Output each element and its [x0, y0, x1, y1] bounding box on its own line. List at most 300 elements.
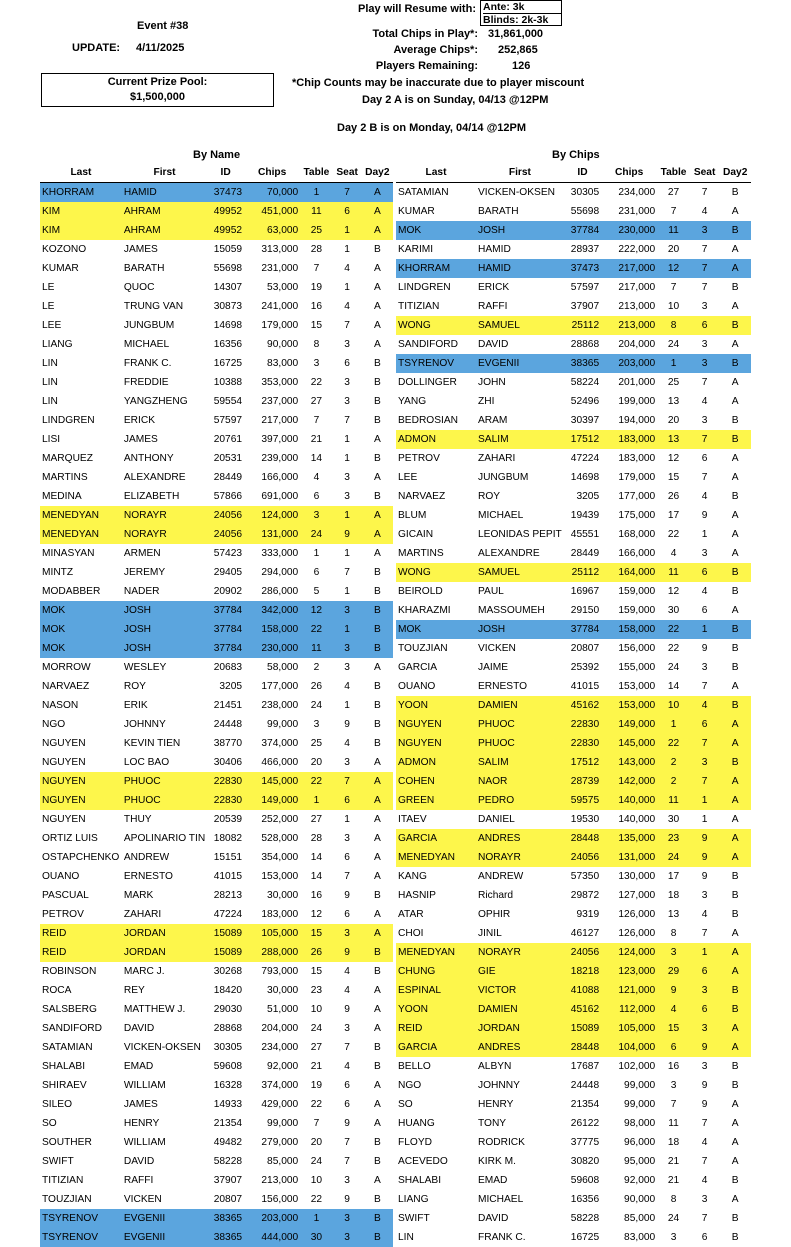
cell-chips: 124,000	[244, 506, 300, 525]
cell-chips: 105,000	[244, 924, 300, 943]
col-day2: Day2	[362, 163, 393, 183]
table-row	[40, 981, 393, 1000]
cell-seat: 6	[690, 563, 720, 582]
cell-table: 14	[667, 681, 680, 692]
cell-id: 49952	[207, 221, 244, 240]
cell-first: HENRY	[477, 1099, 514, 1110]
cell-table: 6	[657, 1038, 690, 1057]
cell-seat: 7	[690, 734, 720, 753]
table-row	[40, 525, 393, 544]
table-row	[396, 202, 751, 221]
cell-seat: 7	[344, 415, 350, 426]
cell-last: TITIZIAN	[398, 301, 440, 312]
cell-day2: A	[373, 871, 381, 882]
cell-first: ERIK	[123, 700, 148, 711]
table-row	[396, 468, 751, 487]
cell-seat: 9	[333, 525, 362, 544]
table-row	[396, 1019, 751, 1038]
cell-table: 24	[667, 339, 680, 350]
cell-first: PAUL	[477, 586, 504, 597]
cell-last: MENEDYAN	[396, 943, 476, 962]
col-seat: Seat	[333, 163, 362, 183]
cell-id: 21354	[213, 1118, 243, 1129]
cell-day2: A	[373, 339, 381, 350]
cell-id: 14307	[213, 282, 243, 293]
chip-count-note: *Chip Counts may be inaccurate due to player miscount	[292, 77, 585, 89]
cell-day2: B	[719, 221, 751, 240]
cell-day2: A	[373, 909, 381, 920]
cell-id: 18082	[213, 833, 243, 844]
cell-chips: 203,000	[601, 354, 657, 373]
table-row	[396, 1000, 751, 1019]
cell-first: DAVID	[123, 1023, 155, 1034]
cell-first: QUOC	[123, 282, 155, 293]
cell-table: 12	[657, 259, 690, 278]
cell-id: 37784	[207, 639, 244, 658]
blinds-box	[480, 0, 562, 26]
cell-chips: 217,000	[618, 282, 656, 293]
cell-first: ERNESTO	[123, 871, 173, 882]
cell-last: ORTIZ LUIS	[42, 833, 98, 844]
cell-seat: 7	[701, 244, 708, 255]
cell-day2: B	[731, 586, 739, 597]
cell-first: Richard	[477, 890, 514, 901]
cell-chips: 83,000	[267, 358, 299, 369]
cell-id: 37784	[564, 620, 601, 639]
cell-last: MOK	[40, 639, 122, 658]
cell-id: 37473	[564, 259, 601, 278]
cell-last: SWIFT	[398, 1213, 430, 1224]
table-row	[396, 1133, 751, 1152]
cell-id: 19439	[570, 510, 600, 521]
col-id: ID	[564, 163, 601, 183]
cell-id: 24448	[570, 1080, 600, 1091]
cell-table: 17	[667, 510, 680, 521]
col-first: First	[476, 163, 564, 183]
cell-chips: 104,000	[601, 1038, 657, 1057]
cell-id: 49952	[207, 202, 244, 221]
cell-table: 12	[667, 586, 680, 597]
col-seat: Seat	[690, 163, 720, 183]
table-row	[396, 962, 751, 981]
cell-seat: 9	[690, 829, 720, 848]
cell-last: YANG	[398, 396, 427, 407]
cell-last: TSYRENOV	[40, 1228, 122, 1247]
cell-id: 37907	[213, 1175, 243, 1186]
cell-id: 59554	[213, 396, 243, 407]
cell-id: 30820	[570, 1156, 600, 1167]
cell-table: 5	[313, 586, 320, 597]
cell-last: NGUYEN	[42, 738, 86, 749]
cell-chips: 231,000	[618, 206, 656, 217]
cell-table: 13	[667, 396, 680, 407]
cell-id: 21451	[213, 700, 243, 711]
cell-chips: 142,000	[601, 772, 657, 791]
cell-first: EVGENII	[476, 354, 564, 373]
total-chips-label: Total Chips in Play*:	[372, 28, 478, 40]
cell-id: 59608	[213, 1061, 243, 1072]
cell-seat: 4	[701, 1175, 708, 1186]
cell-first: HAMID	[476, 259, 564, 278]
cell-chips: 444,000	[244, 1228, 300, 1247]
cell-last: MARQUEZ	[42, 453, 93, 464]
cell-day2: B	[373, 890, 381, 901]
cell-chips: 145,000	[244, 772, 300, 791]
cell-day2: B	[731, 1061, 739, 1072]
table-row	[396, 829, 751, 848]
cell-last: ATAR	[398, 909, 424, 920]
cell-chips: 159,000	[618, 605, 656, 616]
event-number: Event #38	[137, 20, 189, 32]
cell-seat: 9	[690, 1038, 720, 1057]
cell-day2: A	[373, 852, 381, 863]
cell-chips: 217,000	[261, 415, 299, 426]
table-row	[40, 544, 393, 563]
cell-first: ANDRES	[476, 1038, 564, 1057]
cell-first: JOSH	[122, 620, 207, 639]
cell-day2: B	[731, 871, 739, 882]
cell-last: DOLLINGER	[398, 377, 457, 388]
cell-last: ADMON	[396, 430, 476, 449]
cell-table: 21	[667, 1175, 680, 1186]
table-row	[40, 1114, 393, 1133]
cell-last: LINDGREN	[42, 415, 95, 426]
cell-last: GICAIN	[398, 529, 434, 540]
table-row	[40, 392, 393, 411]
cell-id: 57423	[213, 548, 243, 559]
cell-first: DAVID	[477, 339, 509, 350]
cell-day2: A	[719, 1019, 751, 1038]
prize-pool-box	[41, 73, 274, 107]
cell-seat: 3	[701, 301, 708, 312]
table-row	[396, 1152, 751, 1171]
cell-chips: 99,000	[624, 1099, 656, 1110]
col-day2: Day2	[719, 163, 751, 183]
cell-day2: A	[362, 791, 393, 810]
cell-day2: B	[731, 415, 739, 426]
cell-seat: 9	[701, 1080, 708, 1091]
cell-day2: A	[373, 263, 381, 274]
cell-day2: B	[373, 396, 381, 407]
cell-chips: 279,000	[261, 1137, 299, 1148]
cell-last: SILEO	[42, 1099, 73, 1110]
cell-last: GARCIA	[398, 662, 438, 673]
cell-id: 15059	[213, 244, 243, 255]
cell-first: ROY	[123, 681, 146, 692]
cell-first: BARATH	[123, 263, 165, 274]
cell-chips: 217,000	[601, 259, 657, 278]
cell-last: KARIMI	[398, 244, 434, 255]
cell-table: 27	[310, 814, 323, 825]
cell-chips: 155,000	[618, 662, 656, 673]
table-row	[396, 791, 751, 810]
cell-first: OPHIR	[477, 909, 511, 920]
cell-first: THUY	[123, 814, 152, 825]
table-row	[396, 981, 751, 1000]
table-row	[396, 753, 751, 772]
cell-first: ALEXANDRE	[123, 472, 186, 483]
header-row	[396, 163, 751, 183]
cell-chips: 288,000	[244, 943, 300, 962]
cell-table: 14	[310, 871, 323, 882]
cell-first: ANTHONY	[123, 453, 174, 464]
table-row	[40, 867, 393, 886]
cell-last: LIN	[42, 396, 58, 407]
cell-id: 22830	[207, 791, 244, 810]
cell-seat: 4	[701, 396, 708, 407]
cell-chips: 126,000	[618, 909, 656, 920]
cell-seat: 6	[344, 1080, 350, 1091]
cell-last: LIN	[42, 358, 58, 369]
cell-table: 16	[667, 1061, 680, 1072]
cell-chips: 528,000	[261, 833, 299, 844]
cell-table: 27	[667, 187, 680, 198]
table-row	[396, 240, 751, 259]
cell-day2: B	[719, 1000, 751, 1019]
table-row	[396, 696, 751, 715]
cell-table: 12	[300, 601, 332, 620]
cell-table: 25	[667, 377, 680, 388]
cell-day2: A	[719, 791, 751, 810]
table-row	[396, 316, 751, 335]
cell-first: SALIM	[476, 430, 564, 449]
cell-chips: 213,000	[618, 301, 656, 312]
cell-chips: 99,000	[267, 719, 299, 730]
cell-last: KANG	[398, 871, 427, 882]
cell-table: 10	[310, 1175, 323, 1186]
cell-chips: 201,000	[618, 377, 656, 388]
cell-id: 21354	[570, 1099, 600, 1110]
cell-day2: A	[719, 943, 751, 962]
cell-seat: 7	[701, 1213, 708, 1224]
cell-id: 30305	[570, 187, 600, 198]
cell-seat: 4	[344, 985, 350, 996]
table-row	[396, 582, 751, 601]
table-row	[40, 905, 393, 924]
cell-first: WILLIAM	[123, 1080, 166, 1091]
cell-id: 16356	[570, 1194, 600, 1205]
cell-day2: A	[731, 510, 739, 521]
table-row	[40, 506, 393, 525]
cell-last: MOK	[40, 601, 122, 620]
cell-id: 28739	[564, 772, 601, 791]
cell-seat: 3	[690, 354, 720, 373]
cell-seat: 1	[344, 453, 350, 464]
cell-id: 18420	[213, 985, 243, 996]
col-table: Table	[300, 163, 332, 183]
cell-chips: 239,000	[261, 453, 299, 464]
cell-chips: 230,000	[244, 639, 300, 658]
cell-table: 1	[657, 715, 690, 734]
players-remaining-label: Players Remaining:	[375, 60, 478, 72]
table-row	[40, 430, 393, 449]
cell-chips: 159,000	[618, 586, 656, 597]
cell-table: 3	[300, 506, 332, 525]
table-row	[40, 620, 393, 639]
table-row	[40, 1190, 393, 1209]
cell-chips: 252,000	[261, 814, 299, 825]
cell-last: WONG	[396, 563, 476, 582]
cell-seat: 7	[701, 472, 708, 483]
cell-seat: 6	[690, 316, 720, 335]
cell-chips: 102,000	[618, 1061, 656, 1072]
cell-day2: A	[731, 814, 739, 825]
cell-day2: B	[373, 1137, 381, 1148]
cell-table: 12	[310, 909, 323, 920]
cell-day2: A	[731, 681, 739, 692]
table-row	[396, 924, 751, 943]
cell-day2: A	[362, 525, 393, 544]
cell-chips: 374,000	[261, 1080, 299, 1091]
cell-chips: 204,000	[261, 1023, 299, 1034]
cell-last: KOZONO	[42, 244, 87, 255]
cell-table: 22	[657, 734, 690, 753]
cell-table: 3	[313, 358, 320, 369]
cell-seat: 3	[690, 981, 720, 1000]
cell-first: ZAHARI	[123, 909, 162, 920]
cell-chips: 135,000	[601, 829, 657, 848]
cell-seat: 4	[344, 681, 350, 692]
cell-first: DAVID	[123, 1156, 155, 1167]
col-id: ID	[207, 163, 244, 183]
col-first: First	[122, 163, 207, 183]
cell-chips: 95,000	[624, 1156, 656, 1167]
cell-chips: 177,000	[261, 681, 299, 692]
cell-table: 21	[667, 1156, 680, 1167]
cell-chips: 156,000	[618, 643, 656, 654]
cell-day2: B	[373, 586, 381, 597]
cell-id: 59608	[570, 1175, 600, 1186]
cell-id: 58228	[213, 1156, 243, 1167]
cell-id: 37784	[564, 221, 601, 240]
cell-day2: B	[373, 1194, 381, 1205]
cell-day2: A	[731, 453, 739, 464]
table-row	[40, 810, 393, 829]
cell-day2: A	[731, 339, 739, 350]
cell-first: PHUOC	[122, 772, 207, 791]
cell-last: ADMON	[396, 753, 476, 772]
cell-chips: 177,000	[618, 491, 656, 502]
col-chips: Chips	[244, 163, 300, 183]
cell-last: MOK	[40, 620, 122, 639]
cell-last: MARTINS	[42, 472, 88, 483]
cell-last: KUMAR	[42, 263, 79, 274]
cell-seat: 7	[701, 681, 708, 692]
cell-last: BELLO	[398, 1061, 431, 1072]
cell-seat: 9	[344, 1194, 350, 1205]
table-row	[396, 810, 751, 829]
cell-chips: 153,000	[618, 681, 656, 692]
table-row	[40, 734, 393, 753]
players-remaining-value: 126	[512, 60, 531, 72]
cell-last: NGO	[398, 1080, 422, 1091]
cell-chips: 30,000	[267, 985, 299, 996]
cell-day2: A	[731, 1137, 739, 1148]
cell-table: 27	[310, 1042, 323, 1053]
cell-table: 4	[670, 548, 677, 559]
cell-id: 28448	[564, 1038, 601, 1057]
cell-day2: B	[373, 1042, 381, 1053]
cell-seat: 3	[344, 1175, 350, 1186]
cell-id: 24448	[213, 719, 243, 730]
cell-seat: 7	[701, 928, 708, 939]
cell-id: 47224	[213, 909, 243, 920]
cell-first: ZHI	[477, 396, 495, 407]
cell-last: BEIROLD	[398, 586, 443, 597]
cell-table: 22	[310, 1099, 323, 1110]
cell-chips: 53,000	[267, 282, 299, 293]
cell-day2: B	[373, 738, 381, 749]
cell-table: 23	[657, 829, 690, 848]
cell-day2: B	[719, 753, 751, 772]
table-row	[396, 848, 751, 867]
cell-first: VICKEN	[477, 643, 516, 654]
cell-first: TONY	[477, 1118, 507, 1129]
cell-table: 1	[300, 1209, 332, 1228]
cell-day2: B	[731, 1213, 739, 1224]
cell-last: SO	[398, 1099, 413, 1110]
table-row	[396, 1171, 751, 1190]
cell-day2: A	[373, 1118, 381, 1129]
cell-last: LE	[42, 301, 55, 312]
cell-id: 9319	[576, 909, 600, 920]
cell-table: 10	[657, 696, 690, 715]
cell-id: 45162	[564, 696, 601, 715]
cell-last: OUANO	[42, 871, 80, 882]
cell-seat: 3	[701, 1194, 708, 1205]
cell-table: 7	[670, 1099, 677, 1110]
cell-chips: 149,000	[601, 715, 657, 734]
cell-day2: A	[719, 962, 751, 981]
cell-last: LIANG	[398, 1194, 429, 1205]
cell-day2: B	[719, 563, 751, 582]
cell-seat: 4	[344, 966, 350, 977]
cell-table: 11	[300, 202, 332, 221]
cell-seat: 9	[344, 719, 350, 730]
cell-last: TSYRENOV	[40, 1209, 122, 1228]
cell-seat: 6	[701, 1232, 708, 1243]
cell-id: 38770	[213, 738, 243, 749]
cell-seat: 9	[344, 1004, 350, 1015]
table-row	[396, 601, 751, 620]
cell-seat: 1	[344, 586, 350, 597]
cell-seat: 1	[333, 506, 362, 525]
cell-seat: 7	[333, 772, 362, 791]
cell-seat: 3	[690, 1019, 720, 1038]
cell-id: 24056	[564, 943, 601, 962]
cell-last: YOON	[396, 1000, 476, 1019]
cell-first: NAOR	[476, 772, 564, 791]
cell-day2: A	[373, 301, 381, 312]
table-row	[40, 1095, 393, 1114]
table-row	[40, 373, 393, 392]
cell-seat: 7	[344, 567, 350, 578]
cell-table: 11	[657, 563, 690, 582]
cell-table: 26	[310, 681, 323, 692]
cell-last: PASCUAL	[42, 890, 89, 901]
cell-first: NADER	[123, 586, 160, 597]
cell-id: 49482	[213, 1137, 243, 1148]
cell-first: ARMEN	[123, 548, 161, 559]
cell-chips: 124,000	[601, 943, 657, 962]
cell-chips: 143,000	[601, 753, 657, 772]
cell-day2: B	[373, 966, 381, 977]
cell-id: 16356	[213, 339, 243, 350]
cell-chips: 168,000	[618, 529, 656, 540]
cell-seat: 4	[701, 206, 708, 217]
cell-table: 1	[300, 183, 332, 203]
cell-table: 14	[310, 453, 323, 464]
